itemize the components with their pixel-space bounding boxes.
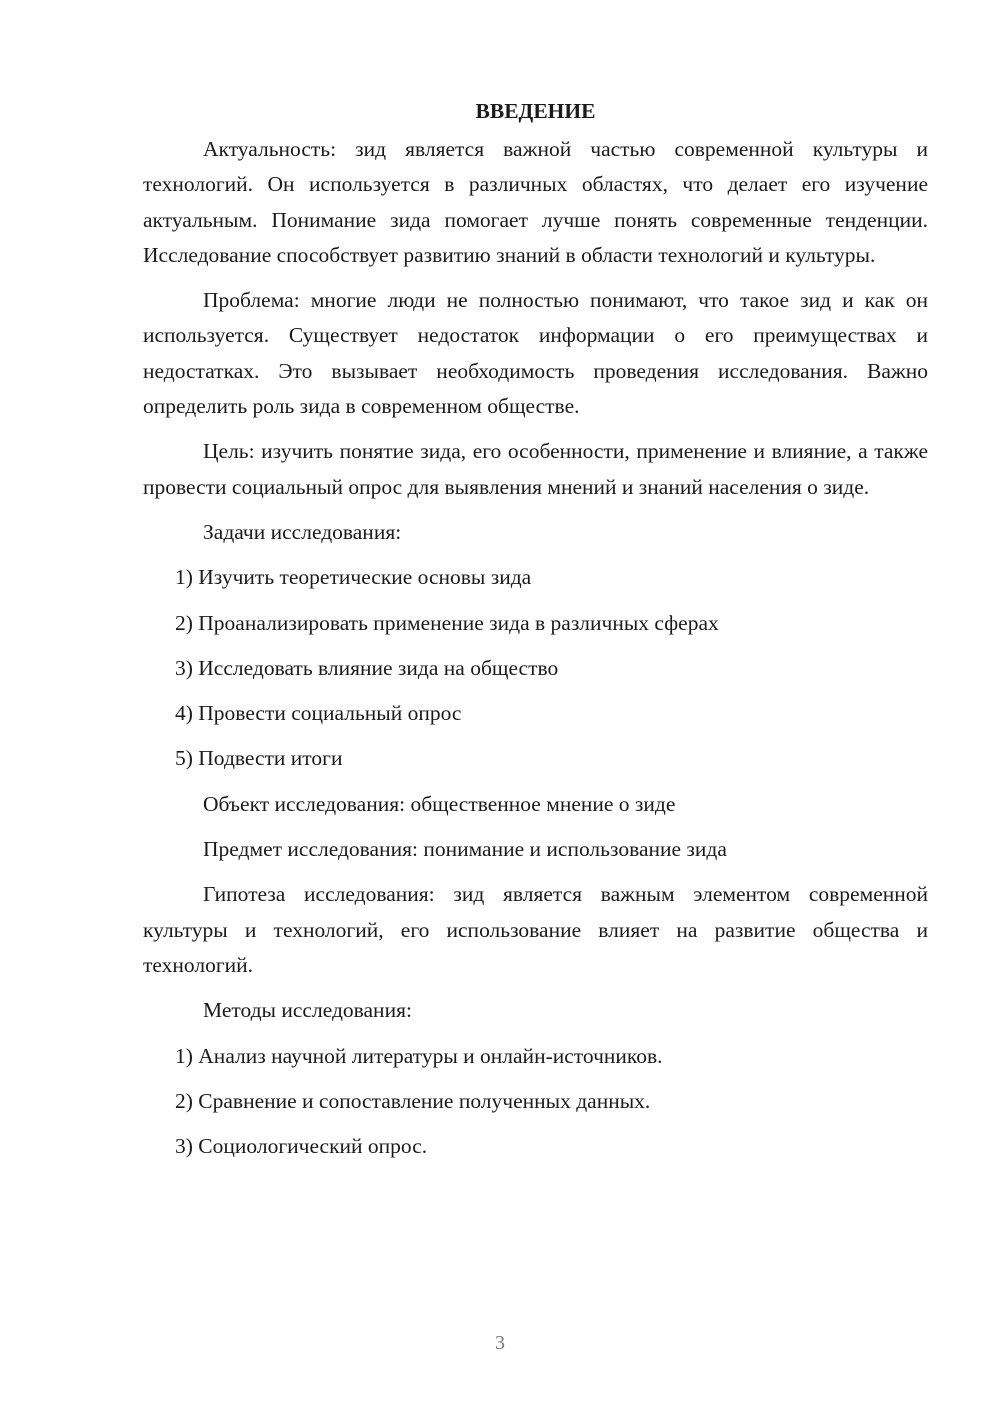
paragraph-problem: Проблема: многие люди не полностью понимают, что такое зид и как он используется. Существует недостаток информации о его преимуществах и недостатках. Это вызывает необходимость проведения исследования. Важно определить роль зида в современном обществе. <box>143 288 928 419</box>
list-item: 2) Проанализировать применение зида в различных сферах <box>175 610 719 635</box>
tasks-heading: Задачи исследования: <box>203 519 402 544</box>
research-subject: Предмет исследования: понимание и использование зида <box>203 837 727 862</box>
paragraph-hypothesis: Гипотеза исследования: зид является важным элементом современной культуры и технологий, его использование влияет на развитие общества и технологий. <box>143 882 928 977</box>
page-number: 3 <box>495 1332 505 1354</box>
paragraph-goal: Цель: изучить понятие зида, его особенности, применение и влияние, а также провести социальный опрос для выявления мнений и знаний населения о зиде. <box>143 439 928 499</box>
list-item: 1) Изучить теоретические основы зида <box>175 565 532 590</box>
research-object: Объект исследования: общественное мнение о зиде <box>203 791 676 816</box>
list-item: 3) Социологический опрос. <box>175 1134 428 1159</box>
methods-heading: Методы исследования: <box>203 998 412 1023</box>
document-page <box>143 96 928 1174</box>
list-item: 5) Подвести итоги <box>175 746 343 771</box>
list-item: 1) Анализ научной литературы и онлайн-источников. <box>175 1043 663 1068</box>
list-item: 3) Исследовать влияние зида на общество <box>175 655 559 680</box>
page-title: ВВЕДЕНИЕ <box>475 99 596 123</box>
list-item: 4) Провести социальный опрос <box>175 701 462 726</box>
paragraph-relevance: Актуальность: зид является важной частью современной культуры и технологий. Он используется в различных областях, что делает его изучение актуальным. Понимание зида помогает лучше понять современные тенденции. Исследование способствует развитию знаний в области технологий и культуры. <box>143 137 928 267</box>
list-item: 2) Сравнение и сопоставление полученных данных. <box>175 1088 651 1113</box>
